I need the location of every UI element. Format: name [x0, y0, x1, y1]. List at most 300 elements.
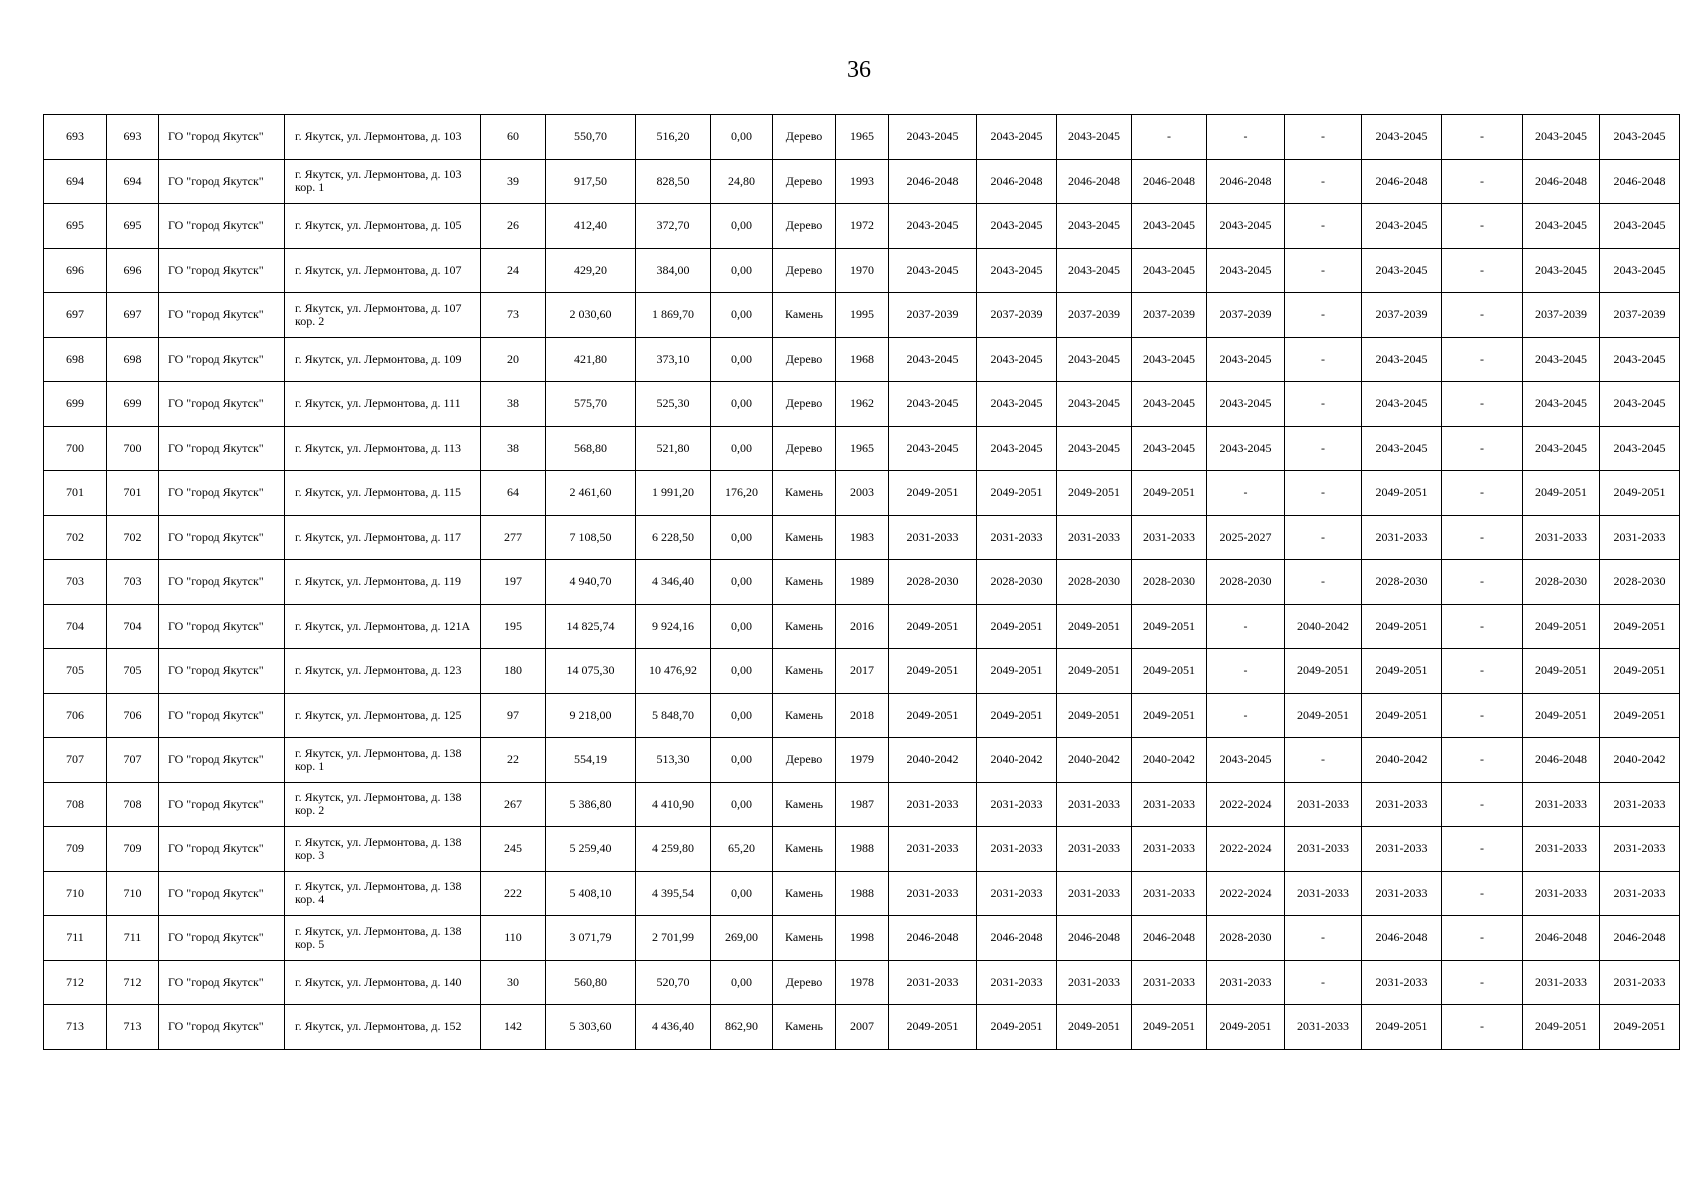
- period-cell-1: 2043-2045: [889, 426, 977, 471]
- period-cell-6: -: [1285, 960, 1362, 1005]
- residents-cell: 22: [481, 738, 546, 783]
- period-cell-6: 2031-2033: [1285, 871, 1362, 916]
- period-cell-3: 2049-2051: [1057, 1005, 1132, 1050]
- period-cell-2: 2049-2051: [977, 471, 1057, 516]
- total-area-cell: 421,80: [546, 337, 636, 382]
- record-number-cell: 704: [107, 604, 159, 649]
- build-year-cell: 2007: [836, 1005, 889, 1050]
- municipality-cell: ГО "город Якутск": [159, 738, 285, 783]
- total-area-cell: 7 108,50: [546, 515, 636, 560]
- period-cell-3: 2043-2045: [1057, 115, 1132, 160]
- period-cell-4: 2031-2033: [1132, 871, 1207, 916]
- period-cell-4: 2040-2042: [1132, 738, 1207, 783]
- row-number-cell: 701: [44, 471, 107, 516]
- period-cell-9: 2031-2033: [1523, 827, 1600, 872]
- total-area-cell: 917,50: [546, 159, 636, 204]
- record-number-cell: 710: [107, 871, 159, 916]
- row-number-cell: 710: [44, 871, 107, 916]
- period-cell-5: 2028-2030: [1207, 560, 1285, 605]
- address-cell: г. Якутск, ул. Лермонтова, д. 121А: [285, 604, 481, 649]
- residents-cell: 245: [481, 827, 546, 872]
- period-cell-1: 2046-2048: [889, 916, 977, 961]
- period-cell-7: 2049-2051: [1362, 649, 1442, 694]
- period-cell-3: 2040-2042: [1057, 738, 1132, 783]
- period-cell-8: -: [1442, 782, 1523, 827]
- period-cell-2: 2046-2048: [977, 159, 1057, 204]
- wall-material-cell: Камень: [773, 471, 836, 516]
- period-cell-1: 2028-2030: [889, 560, 977, 605]
- municipality-cell: ГО "город Якутск": [159, 293, 285, 338]
- total-area-cell: 2 461,60: [546, 471, 636, 516]
- residents-cell: 180: [481, 649, 546, 694]
- period-cell-9: 2046-2048: [1523, 916, 1600, 961]
- period-cell-8: -: [1442, 1005, 1523, 1050]
- nonresidential-area-cell: 0,00: [711, 293, 773, 338]
- period-cell-8: -: [1442, 827, 1523, 872]
- period-cell-7: 2031-2033: [1362, 827, 1442, 872]
- address-cell: г. Якутск, ул. Лермонтова, д. 138 кор. 5: [285, 916, 481, 961]
- residents-cell: 197: [481, 560, 546, 605]
- period-cell-1: 2043-2045: [889, 115, 977, 160]
- nonresidential-area-cell: 269,00: [711, 916, 773, 961]
- period-cell-1: 2049-2051: [889, 604, 977, 649]
- period-cell-4: 2031-2033: [1132, 515, 1207, 560]
- municipality-cell: ГО "город Якутск": [159, 916, 285, 961]
- build-year-cell: 1962: [836, 382, 889, 427]
- municipality-cell: ГО "город Якутск": [159, 604, 285, 649]
- row-number-cell: 693: [44, 115, 107, 160]
- period-cell-1: 2049-2051: [889, 649, 977, 694]
- period-cell-8: -: [1442, 916, 1523, 961]
- build-year-cell: 1968: [836, 337, 889, 382]
- period-cell-10: 2040-2042: [1600, 738, 1680, 783]
- period-cell-2: 2043-2045: [977, 115, 1057, 160]
- period-cell-2: 2046-2048: [977, 916, 1057, 961]
- table-row: [44, 738, 1680, 783]
- address-cell: г. Якутск, ул. Лермонтова, д. 138 кор. 2: [285, 782, 481, 827]
- address-cell: г. Якутск, ул. Лермонтова, д. 152: [285, 1005, 481, 1050]
- address-cell: г. Якутск, ул. Лермонтова, д. 140: [285, 960, 481, 1005]
- period-cell-3: 2043-2045: [1057, 204, 1132, 249]
- period-cell-10: 2028-2030: [1600, 560, 1680, 605]
- period-cell-4: -: [1132, 115, 1207, 160]
- living-area-cell: 828,50: [636, 159, 711, 204]
- living-area-cell: 1 991,20: [636, 471, 711, 516]
- period-cell-7: 2031-2033: [1362, 871, 1442, 916]
- wall-material-cell: Камень: [773, 916, 836, 961]
- total-area-cell: 9 218,00: [546, 693, 636, 738]
- total-area-cell: 554,19: [546, 738, 636, 783]
- period-cell-5: 2022-2024: [1207, 782, 1285, 827]
- record-number-cell: 705: [107, 649, 159, 694]
- period-cell-8: -: [1442, 515, 1523, 560]
- period-cell-9: 2043-2045: [1523, 382, 1600, 427]
- living-area-cell: 525,30: [636, 382, 711, 427]
- period-cell-9: 2049-2051: [1523, 604, 1600, 649]
- period-cell-3: 2031-2033: [1057, 515, 1132, 560]
- row-number-cell: 703: [44, 560, 107, 605]
- period-cell-5: 2043-2045: [1207, 337, 1285, 382]
- table-row: [44, 827, 1680, 872]
- table-row: [44, 337, 1680, 382]
- municipality-cell: ГО "город Якутск": [159, 827, 285, 872]
- period-cell-6: -: [1285, 248, 1362, 293]
- period-cell-1: 2031-2033: [889, 871, 977, 916]
- period-cell-8: -: [1442, 960, 1523, 1005]
- record-number-cell: 711: [107, 916, 159, 961]
- municipality-cell: ГО "город Якутск": [159, 1005, 285, 1050]
- build-year-cell: 1965: [836, 115, 889, 160]
- period-cell-5: 2043-2045: [1207, 204, 1285, 249]
- address-cell: г. Якутск, ул. Лермонтова, д. 107 кор. 2: [285, 293, 481, 338]
- wall-material-cell: Камень: [773, 293, 836, 338]
- table-row: [44, 204, 1680, 249]
- municipality-cell: ГО "город Якутск": [159, 560, 285, 605]
- nonresidential-area-cell: 0,00: [711, 515, 773, 560]
- residents-cell: 73: [481, 293, 546, 338]
- period-cell-4: 2043-2045: [1132, 382, 1207, 427]
- municipality-cell: ГО "город Якутск": [159, 649, 285, 694]
- table-row: [44, 293, 1680, 338]
- period-cell-1: 2031-2033: [889, 827, 977, 872]
- row-number-cell: 700: [44, 426, 107, 471]
- wall-material-cell: Камень: [773, 827, 836, 872]
- period-cell-5: 2031-2033: [1207, 960, 1285, 1005]
- total-area-cell: 568,80: [546, 426, 636, 471]
- period-cell-6: -: [1285, 471, 1362, 516]
- row-number-cell: 697: [44, 293, 107, 338]
- row-number-cell: 705: [44, 649, 107, 694]
- period-cell-8: -: [1442, 738, 1523, 783]
- residents-cell: 38: [481, 426, 546, 471]
- period-cell-6: 2031-2033: [1285, 827, 1362, 872]
- row-number-cell: 711: [44, 916, 107, 961]
- wall-material-cell: Дерево: [773, 960, 836, 1005]
- period-cell-9: 2031-2033: [1523, 515, 1600, 560]
- period-cell-1: 2043-2045: [889, 337, 977, 382]
- period-cell-8: -: [1442, 471, 1523, 516]
- period-cell-5: -: [1207, 693, 1285, 738]
- period-cell-8: -: [1442, 426, 1523, 471]
- wall-material-cell: Камень: [773, 782, 836, 827]
- period-cell-9: 2043-2045: [1523, 337, 1600, 382]
- period-cell-6: -: [1285, 560, 1362, 605]
- living-area-cell: 384,00: [636, 248, 711, 293]
- period-cell-4: 2031-2033: [1132, 782, 1207, 827]
- living-area-cell: 4 395,54: [636, 871, 711, 916]
- nonresidential-area-cell: 0,00: [711, 738, 773, 783]
- period-cell-5: 2022-2024: [1207, 827, 1285, 872]
- period-cell-3: 2031-2033: [1057, 782, 1132, 827]
- period-cell-7: 2040-2042: [1362, 738, 1442, 783]
- period-cell-3: 2031-2033: [1057, 827, 1132, 872]
- nonresidential-area-cell: 0,00: [711, 649, 773, 694]
- nonresidential-area-cell: 24,80: [711, 159, 773, 204]
- address-cell: г. Якутск, ул. Лермонтова, д. 115: [285, 471, 481, 516]
- period-cell-5: -: [1207, 649, 1285, 694]
- period-cell-9: 2031-2033: [1523, 871, 1600, 916]
- period-cell-7: 2049-2051: [1362, 1005, 1442, 1050]
- period-cell-10: 2037-2039: [1600, 293, 1680, 338]
- table-row: [44, 871, 1680, 916]
- wall-material-cell: Дерево: [773, 382, 836, 427]
- nonresidential-area-cell: 0,00: [711, 337, 773, 382]
- period-cell-3: 2043-2045: [1057, 426, 1132, 471]
- build-year-cell: 1965: [836, 426, 889, 471]
- period-cell-10: 2046-2048: [1600, 159, 1680, 204]
- nonresidential-area-cell: 0,00: [711, 115, 773, 160]
- record-number-cell: 708: [107, 782, 159, 827]
- period-cell-1: 2040-2042: [889, 738, 977, 783]
- period-cell-6: -: [1285, 337, 1362, 382]
- nonresidential-area-cell: 0,00: [711, 604, 773, 649]
- period-cell-7: 2049-2051: [1362, 471, 1442, 516]
- table-row: [44, 916, 1680, 961]
- living-area-cell: 10 476,92: [636, 649, 711, 694]
- period-cell-8: -: [1442, 337, 1523, 382]
- build-year-cell: 1995: [836, 293, 889, 338]
- period-cell-10: 2049-2051: [1600, 604, 1680, 649]
- table-body: [44, 115, 1680, 1050]
- municipality-cell: ГО "город Якутск": [159, 204, 285, 249]
- period-cell-3: 2049-2051: [1057, 649, 1132, 694]
- period-cell-3: 2043-2045: [1057, 337, 1132, 382]
- period-cell-4: 2043-2045: [1132, 248, 1207, 293]
- period-cell-9: 2046-2048: [1523, 159, 1600, 204]
- living-area-cell: 9 924,16: [636, 604, 711, 649]
- total-area-cell: 412,40: [546, 204, 636, 249]
- build-year-cell: 1970: [836, 248, 889, 293]
- period-cell-10: 2049-2051: [1600, 693, 1680, 738]
- nonresidential-area-cell: 176,20: [711, 471, 773, 516]
- address-cell: г. Якутск, ул. Лермонтова, д. 103 кор. 1: [285, 159, 481, 204]
- period-cell-4: 2049-2051: [1132, 649, 1207, 694]
- table-row: [44, 159, 1680, 204]
- period-cell-5: 2043-2045: [1207, 248, 1285, 293]
- record-number-cell: 701: [107, 471, 159, 516]
- table-row: [44, 604, 1680, 649]
- period-cell-9: 2049-2051: [1523, 693, 1600, 738]
- row-number-cell: 706: [44, 693, 107, 738]
- address-cell: г. Якутск, ул. Лермонтова, д. 111: [285, 382, 481, 427]
- living-area-cell: 5 848,70: [636, 693, 711, 738]
- period-cell-1: 2049-2051: [889, 1005, 977, 1050]
- period-cell-8: -: [1442, 604, 1523, 649]
- period-cell-10: 2031-2033: [1600, 871, 1680, 916]
- period-cell-8: -: [1442, 293, 1523, 338]
- wall-material-cell: Камень: [773, 604, 836, 649]
- period-cell-10: 2049-2051: [1600, 471, 1680, 516]
- period-cell-6: -: [1285, 738, 1362, 783]
- municipality-cell: ГО "город Якутск": [159, 960, 285, 1005]
- period-cell-4: 2049-2051: [1132, 693, 1207, 738]
- period-cell-9: 2031-2033: [1523, 960, 1600, 1005]
- record-number-cell: 700: [107, 426, 159, 471]
- row-number-cell: 696: [44, 248, 107, 293]
- build-year-cell: 2016: [836, 604, 889, 649]
- period-cell-4: 2049-2051: [1132, 1005, 1207, 1050]
- table-row: [44, 248, 1680, 293]
- period-cell-6: -: [1285, 515, 1362, 560]
- period-cell-3: 2046-2048: [1057, 159, 1132, 204]
- nonresidential-area-cell: 0,00: [711, 782, 773, 827]
- period-cell-9: 2049-2051: [1523, 649, 1600, 694]
- row-number-cell: 712: [44, 960, 107, 1005]
- period-cell-2: 2040-2042: [977, 738, 1057, 783]
- wall-material-cell: Камень: [773, 560, 836, 605]
- period-cell-7: 2043-2045: [1362, 337, 1442, 382]
- period-cell-6: -: [1285, 293, 1362, 338]
- living-area-cell: 513,30: [636, 738, 711, 783]
- period-cell-3: 2037-2039: [1057, 293, 1132, 338]
- period-cell-7: 2046-2048: [1362, 159, 1442, 204]
- total-area-cell: 2 030,60: [546, 293, 636, 338]
- record-number-cell: 695: [107, 204, 159, 249]
- address-cell: г. Якутск, ул. Лермонтова, д. 107: [285, 248, 481, 293]
- period-cell-6: 2031-2033: [1285, 782, 1362, 827]
- period-cell-9: 2043-2045: [1523, 426, 1600, 471]
- nonresidential-area-cell: 0,00: [711, 871, 773, 916]
- address-cell: г. Якутск, ул. Лермонтова, д. 109: [285, 337, 481, 382]
- period-cell-7: 2043-2045: [1362, 248, 1442, 293]
- residents-cell: 277: [481, 515, 546, 560]
- wall-material-cell: Камень: [773, 1005, 836, 1050]
- period-cell-9: 2043-2045: [1523, 248, 1600, 293]
- period-cell-1: 2043-2045: [889, 204, 977, 249]
- period-cell-6: -: [1285, 204, 1362, 249]
- period-cell-8: -: [1442, 382, 1523, 427]
- period-cell-4: 2046-2048: [1132, 916, 1207, 961]
- period-cell-8: -: [1442, 560, 1523, 605]
- period-cell-6: -: [1285, 115, 1362, 160]
- period-cell-7: 2031-2033: [1362, 960, 1442, 1005]
- nonresidential-area-cell: 0,00: [711, 693, 773, 738]
- period-cell-9: 2043-2045: [1523, 204, 1600, 249]
- row-number-cell: 698: [44, 337, 107, 382]
- period-cell-10: 2043-2045: [1600, 382, 1680, 427]
- record-number-cell: 703: [107, 560, 159, 605]
- residents-cell: 97: [481, 693, 546, 738]
- period-cell-8: -: [1442, 159, 1523, 204]
- build-year-cell: 1979: [836, 738, 889, 783]
- row-number-cell: 695: [44, 204, 107, 249]
- period-cell-2: 2043-2045: [977, 426, 1057, 471]
- build-year-cell: 1998: [836, 916, 889, 961]
- residents-cell: 20: [481, 337, 546, 382]
- table-row: [44, 649, 1680, 694]
- period-cell-8: -: [1442, 248, 1523, 293]
- period-cell-3: 2043-2045: [1057, 248, 1132, 293]
- row-number-cell: 708: [44, 782, 107, 827]
- period-cell-3: 2049-2051: [1057, 604, 1132, 649]
- build-year-cell: 1989: [836, 560, 889, 605]
- residents-cell: 38: [481, 382, 546, 427]
- period-cell-2: 2043-2045: [977, 382, 1057, 427]
- period-cell-5: 2022-2024: [1207, 871, 1285, 916]
- nonresidential-area-cell: 0,00: [711, 560, 773, 605]
- period-cell-4: 2043-2045: [1132, 337, 1207, 382]
- table-row: [44, 515, 1680, 560]
- living-area-cell: 4 346,40: [636, 560, 711, 605]
- living-area-cell: 516,20: [636, 115, 711, 160]
- period-cell-6: 2049-2051: [1285, 649, 1362, 694]
- residents-cell: 142: [481, 1005, 546, 1050]
- period-cell-4: 2028-2030: [1132, 560, 1207, 605]
- period-cell-2: 2043-2045: [977, 337, 1057, 382]
- period-cell-5: 2043-2045: [1207, 738, 1285, 783]
- period-cell-6: -: [1285, 916, 1362, 961]
- page-number: 36: [847, 57, 871, 83]
- period-cell-3: 2031-2033: [1057, 960, 1132, 1005]
- period-cell-7: 2037-2039: [1362, 293, 1442, 338]
- living-area-cell: 4 410,90: [636, 782, 711, 827]
- nonresidential-area-cell: 0,00: [711, 248, 773, 293]
- living-area-cell: 520,70: [636, 960, 711, 1005]
- period-cell-1: 2049-2051: [889, 471, 977, 516]
- period-cell-10: 2031-2033: [1600, 827, 1680, 872]
- build-year-cell: 1988: [836, 871, 889, 916]
- period-cell-2: 2049-2051: [977, 649, 1057, 694]
- wall-material-cell: Дерево: [773, 337, 836, 382]
- record-number-cell: 693: [107, 115, 159, 160]
- living-area-cell: 6 228,50: [636, 515, 711, 560]
- period-cell-10: 2049-2051: [1600, 1005, 1680, 1050]
- period-cell-10: 2043-2045: [1600, 204, 1680, 249]
- period-cell-8: -: [1442, 693, 1523, 738]
- period-cell-4: 2031-2033: [1132, 960, 1207, 1005]
- total-area-cell: 5 259,40: [546, 827, 636, 872]
- period-cell-5: 2037-2039: [1207, 293, 1285, 338]
- residents-cell: 267: [481, 782, 546, 827]
- build-year-cell: 1978: [836, 960, 889, 1005]
- period-cell-10: 2049-2051: [1600, 649, 1680, 694]
- wall-material-cell: Камень: [773, 649, 836, 694]
- period-cell-5: -: [1207, 604, 1285, 649]
- record-number-cell: 706: [107, 693, 159, 738]
- municipality-cell: ГО "город Якутск": [159, 782, 285, 827]
- period-cell-6: -: [1285, 382, 1362, 427]
- row-number-cell: 704: [44, 604, 107, 649]
- period-cell-5: 2046-2048: [1207, 159, 1285, 204]
- period-cell-5: 2049-2051: [1207, 1005, 1285, 1050]
- row-number-cell: 713: [44, 1005, 107, 1050]
- period-cell-10: 2043-2045: [1600, 115, 1680, 160]
- residents-cell: 110: [481, 916, 546, 961]
- period-cell-7: 2049-2051: [1362, 693, 1442, 738]
- period-cell-8: -: [1442, 115, 1523, 160]
- municipality-cell: ГО "город Якутск": [159, 871, 285, 916]
- total-area-cell: 560,80: [546, 960, 636, 1005]
- living-area-cell: 2 701,99: [636, 916, 711, 961]
- period-cell-1: 2046-2048: [889, 159, 977, 204]
- period-cell-1: 2043-2045: [889, 248, 977, 293]
- residents-cell: 60: [481, 115, 546, 160]
- period-cell-5: -: [1207, 115, 1285, 160]
- period-cell-6: 2040-2042: [1285, 604, 1362, 649]
- period-cell-9: 2049-2051: [1523, 1005, 1600, 1050]
- total-area-cell: 14 825,74: [546, 604, 636, 649]
- total-area-cell: 5 408,10: [546, 871, 636, 916]
- build-year-cell: 2018: [836, 693, 889, 738]
- wall-material-cell: Дерево: [773, 115, 836, 160]
- period-cell-1: 2037-2039: [889, 293, 977, 338]
- total-area-cell: 3 071,79: [546, 916, 636, 961]
- table-row: [44, 426, 1680, 471]
- period-cell-5: 2028-2030: [1207, 916, 1285, 961]
- period-cell-3: 2043-2045: [1057, 382, 1132, 427]
- address-cell: г. Якутск, ул. Лермонтова, д. 113: [285, 426, 481, 471]
- record-number-cell: 696: [107, 248, 159, 293]
